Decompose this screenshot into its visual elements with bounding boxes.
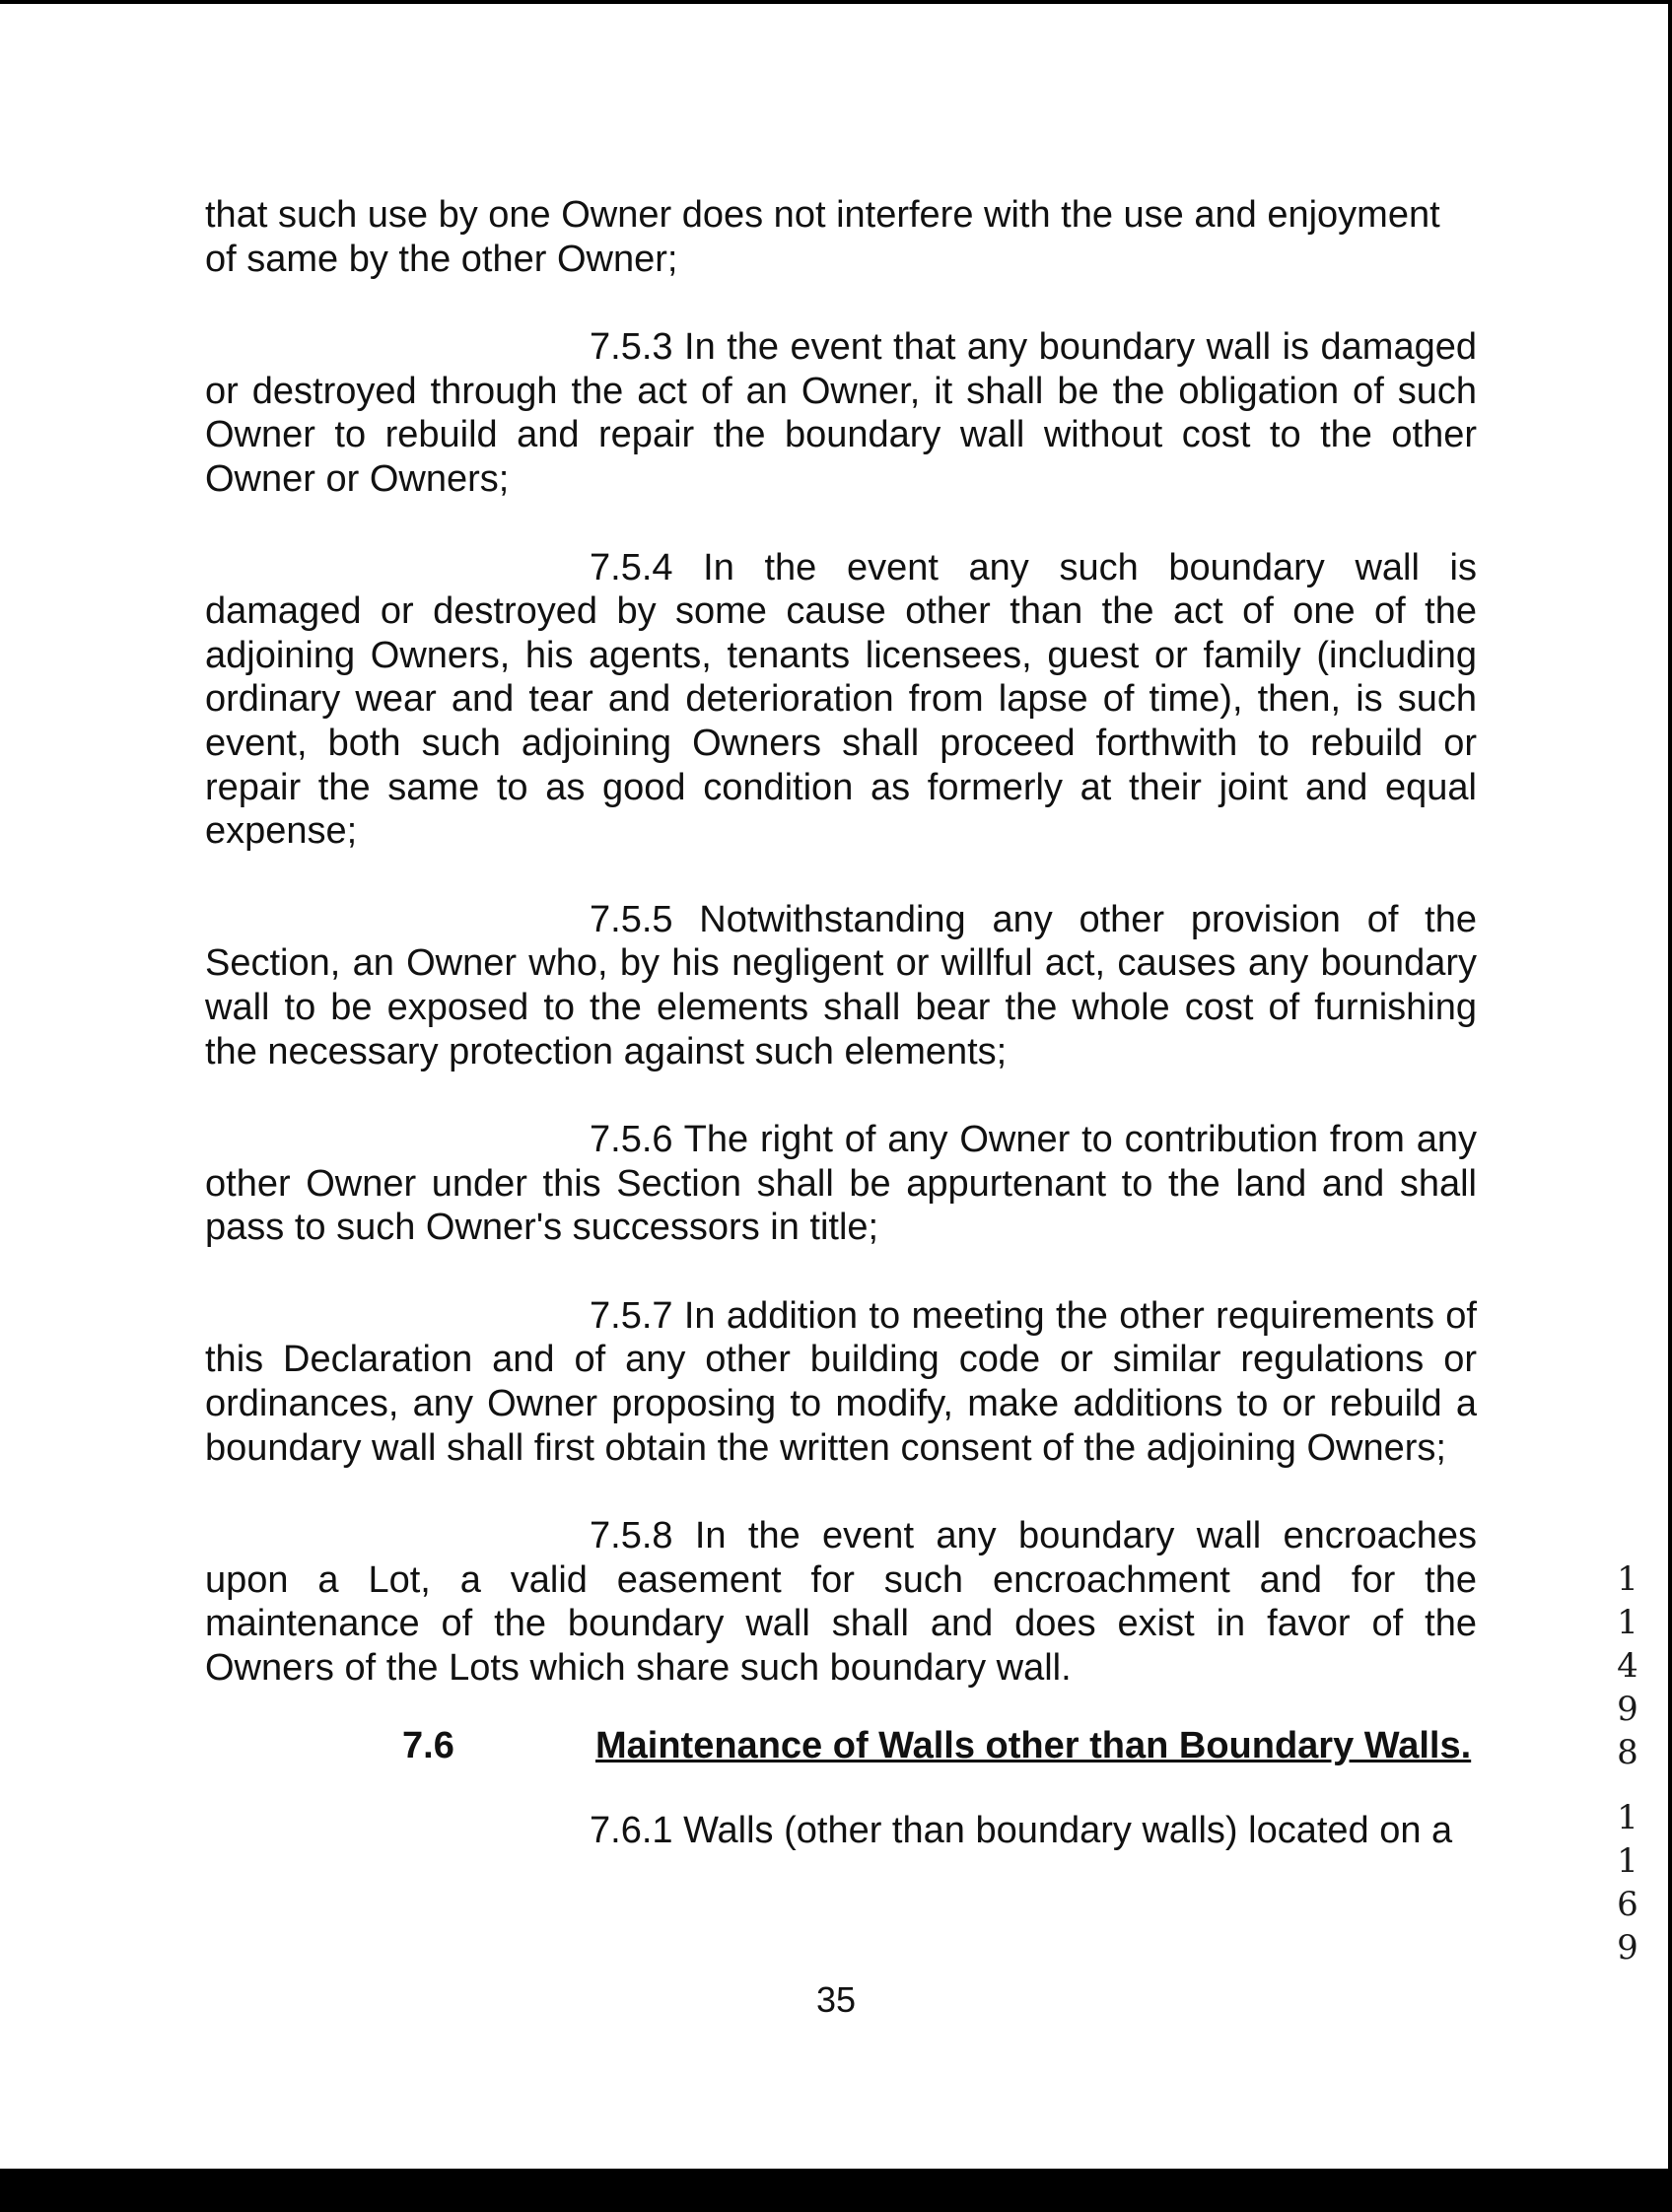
paragraph-continuation: that such use by one Owner does not interfere with the use and enjoyment of same by the other Owner; xyxy=(205,194,1440,280)
page-number: 35 xyxy=(815,1979,857,2020)
stamp-digit: 6 xyxy=(1617,1885,1638,1924)
stamp-digit: 1 xyxy=(1617,1603,1638,1642)
stamp-lower xyxy=(1611,1796,1644,1970)
scan-border-right xyxy=(1668,0,1672,2212)
stamp-upper xyxy=(1611,1557,1644,1774)
paragraph-7-6-1: 7.6.1 Walls (other than boundary walls) located on a xyxy=(590,1809,1453,1851)
paragraph-7-5-8: 7.5.8 In the event any boundary wall encroaches upon a Lot, a valid easement for such encroachment and for the maintenance of the boundary wall shall and does exist in favor of the Owners of the Lots which share such boundary wall. xyxy=(205,1515,1477,1690)
stamp-digit: 9 xyxy=(1617,1928,1638,1968)
stamp-digit: 1 xyxy=(1617,1841,1638,1881)
scan-border-top xyxy=(0,0,1672,4)
margin-stamp xyxy=(1611,1557,1644,1970)
scan-border-bottom xyxy=(0,2169,1672,2212)
paragraph-7-5-4: 7.5.4 In the event any such boundary wall is damaged or destroyed by some cause other than the act of one of the adjoining Owners, his agents, tenants licensees, guest or family (including ordinary wear and tear and deterioration from lapse of time), then, is such event, both such adjoining Owners shall proceed forthwith to rebuild or repair the same to as good condition as formerly at their joint and equal expense; xyxy=(205,546,1477,853)
document-body xyxy=(205,193,1477,1852)
stamp-digit: 1 xyxy=(1617,1798,1638,1837)
stamp-digit: 4 xyxy=(1617,1646,1638,1686)
stamp-digit: 8 xyxy=(1617,1733,1638,1772)
stamp-digit: 1 xyxy=(1617,1559,1638,1599)
stamp-digit: 9 xyxy=(1617,1690,1638,1729)
section-heading xyxy=(205,1725,1477,1774)
paragraph-7-5-3: 7.5.3 In the event that any boundary wall is damaged or destroyed through the act of an Owner, it shall be the obligation of such Owner to rebuild and repair the boundary wall without cost to the other Owner or Owners; xyxy=(205,326,1477,500)
paragraph-7-5-5: 7.5.5 Notwithstanding any other provision of the Section, an Owner who, by his negligent or willful act, causes any boundary wall to be exposed to the elements shall bear the whole cost of furnishing the necessary protection against such elements; xyxy=(205,898,1477,1072)
section-number: 7.6 xyxy=(402,1724,454,1766)
paragraph-7-5-6: 7.5.6 The right of any Owner to contribution from any other Owner under this Section shall be appurtenant to the land and shall pass to such Owner's successors in title; xyxy=(205,1119,1477,1249)
paragraph-7-5-7: 7.5.7 In addition to meeting the other requirements of this Declaration and of any other building code or similar regulations or ordinances, any Owner proposing to modify, make additions to or rebuild a boundary wall shall first obtain the written consent of the adjoining Owners; xyxy=(205,1294,1477,1469)
section-title: Maintenance of Walls other than Boundary Walls. xyxy=(595,1724,1472,1766)
